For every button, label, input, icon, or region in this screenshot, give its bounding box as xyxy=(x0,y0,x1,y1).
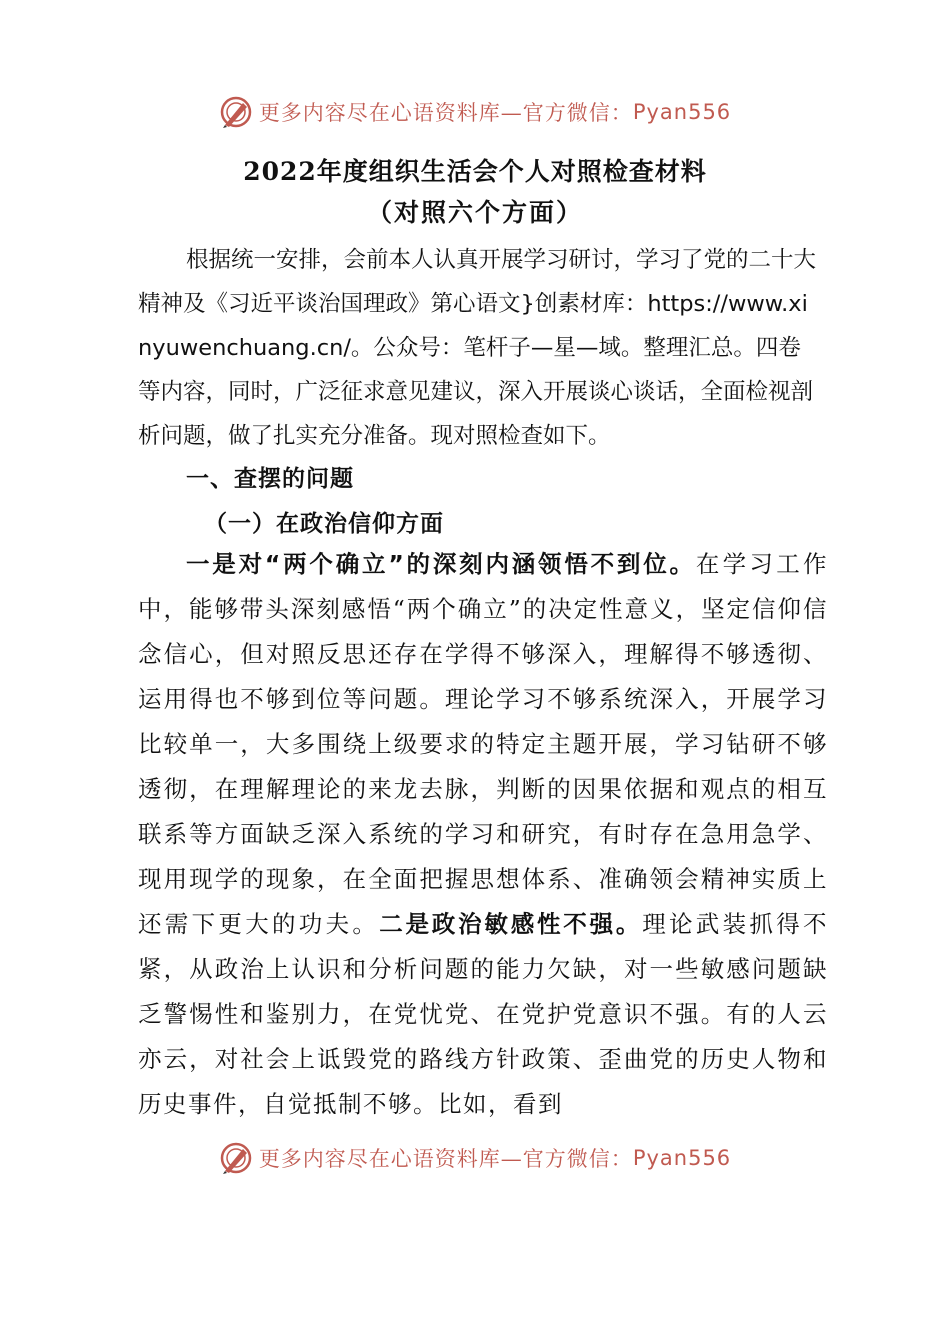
watermark-text: 更多内容尽在心语资料库—官方微信： xyxy=(258,101,633,125)
point1-text: 在学习工作中，能够带头深刻感悟“两个确立”的决定性意义，坚定信仰信念信心，但对照反思还存在学得不够深入，理解得不够透彻、运用得也不够到位等问题。理论学习不够系统深入，开展学习比较单一，大多围绕上级要求的特定主题开展，学习钻研不够透彻，在理解理论的来龙去脉，判断的因果依据和观点的相互联系等方面缺乏深入系统的学习和研究，有时存在急用急学、现用现学的现象，在全面把握思想体系、准确领会精神实质上还需下更大的功夫。 xyxy=(138,550,829,938)
watermark-wechat-id: Pyan556 xyxy=(632,100,732,124)
watermark-header xyxy=(0,90,950,134)
point1-title: 一是对“两个确立”的深刻内涵领悟不到位。 xyxy=(186,550,696,578)
document-title: 2022年度组织生活会个人对照检查材料 xyxy=(243,157,707,186)
watermark-footer xyxy=(0,1136,950,1180)
intro-paragraph: 根据统一安排，会前本人认真开展学习研讨，学习了党的二十大精神及《习近平谈治国理政》第心语文}创素材库：https://www.xinyuwenchuang.cn/。公众号：笔杆子—星—域。整理汇总。四卷等内容，同时，广泛征求意见建议，深入开展谈心谈话，全面检视剖析问题，做了扎实充分准备。现对照检查如下。 xyxy=(138,247,817,449)
document-subtitle: （对照六个方面） xyxy=(366,198,583,227)
subsection-heading: （一）在政治信仰方面 xyxy=(204,511,444,537)
point2-title: 二是政治敏感性不强。 xyxy=(379,910,643,938)
watermark-wechat-id: Pyan556 xyxy=(632,1146,732,1170)
section-heading: 一、查摆的问题 xyxy=(186,466,354,492)
body-paragraph xyxy=(138,542,828,1127)
pen-logo-icon xyxy=(219,1141,253,1175)
pen-logo-icon xyxy=(219,95,253,129)
watermark-text: 更多内容尽在心语资料库—官方微信： xyxy=(258,1147,633,1171)
point2-text: 理论武装抓得不紧，从政治上认识和分析问题的能力欠缺，对一些敏感问题缺乏警惕性和鉴别力，在党忧党、在党护党意识不强。有的人云亦云，对社会上诋毁党的路线方针政策、歪曲党的历史人物和历史事件，自觉抵制不够。比如，看到 xyxy=(138,910,829,1118)
